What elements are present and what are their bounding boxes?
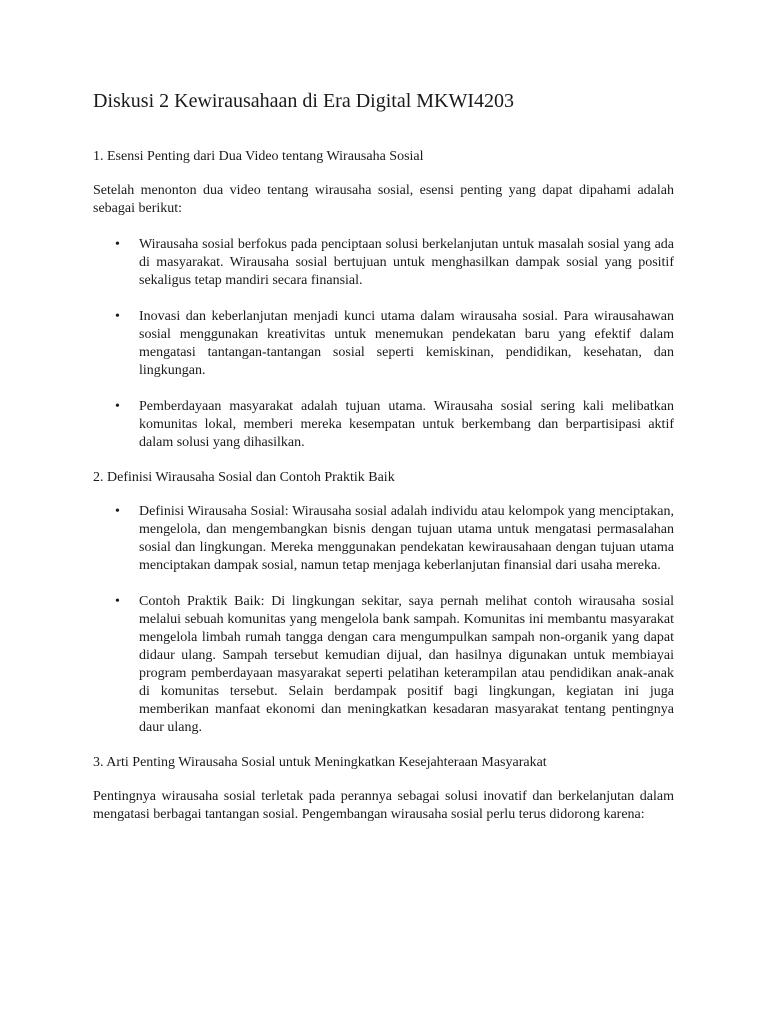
section-2-heading: 2. Definisi Wirausaha Sosial dan Contoh Praktik Baik	[93, 470, 395, 485]
bullet-text: Contoh Praktik Baik: Di lingkungan sekitar, saya pernah melihat contoh wirausaha sosial melalui sebuah komunitas yang mengelola bank sampah. Komunitas ini membantu masyarakat mengelola limbah rumah tangga dengan cara mengumpulkan sampah non-organik yang dapat didaur ulang. Sampah tersebut kemudian dijual, dan hasilnya digunakan untuk membiayai program pemberdayaan masyarakat seperti pelatihan keterampilan atau pendidikan anak-anak di komunitas tersebut. Selain berdampak positif bagi lingkungan, kegiatan ini juga memberikan manfaat ekonomi dan meningkatkan kesadaran masyarakat tentang pentingnya daur ulang.	[139, 594, 674, 735]
section-2-bullet-list	[93, 503, 674, 737]
section-3-heading: 3. Arti Penting Wirausaha Sosial untuk Meningkatkan Kesejahteraan Masyarakat	[93, 755, 547, 770]
section-1-intro: Setelah menonton dua video tentang wirausaha sosial, esensi penting yang dapat dipahami adalah sebagai berikut:	[93, 183, 674, 216]
section-1-heading: 1. Esensi Penting dari Dua Video tentang Wirausaha Sosial	[93, 149, 424, 164]
list-item	[93, 398, 674, 452]
section-3-intro: Pentingnya wirausaha sosial terletak pada perannya sebagai solusi inovatif dan berkelanjutan dalam mengatasi berbagai tantangan sosial. Pengembangan wirausaha sosial perlu terus didorong karena:	[93, 789, 674, 822]
bullet-text: Inovasi dan keberlanjutan menjadi kunci utama dalam wirausaha sosial. Para wirausahawan sosial menggunakan kreativitas untuk menemukan pendekatan baru yang efektif dalam mengatasi tantangan-tantangan sosial seperti kemiskinan, pendidikan, kesehatan, dan lingkungan.	[139, 309, 674, 378]
bullet-icon: •	[115, 594, 120, 609]
bullet-icon: •	[115, 309, 120, 324]
bullet-icon: •	[115, 399, 120, 414]
section-1-bullet-list	[93, 236, 674, 452]
bullet-text: Definisi Wirausaha Sosial: Wirausaha sosial adalah individu atau kelompok yang menciptakan, mengelola, dan mengembangkan bisnis dengan tujuan utama untuk mengatasi permasalahan sosial dan lingkungan. Mereka menggunakan pendekatan kewirausahaan dengan tujuan utama menciptakan dampak sosial, namun tetap menjaga keberlanjutan finansial dari usaha mereka.	[139, 504, 674, 573]
list-item	[93, 593, 674, 737]
list-item	[93, 236, 674, 290]
bullet-text: Wirausaha sosial berfokus pada penciptaan solusi berkelanjutan untuk masalah sosial yang ada di masyarakat. Wirausaha sosial bertujuan untuk menghasilkan dampak sosial yang positif sekaligus tetap mandiri secara finansial.	[139, 237, 674, 288]
document-page	[93, 88, 674, 842]
list-item	[93, 308, 674, 380]
list-item	[93, 503, 674, 575]
bullet-icon: •	[115, 237, 120, 252]
document-title: Diskusi 2 Kewirausahaan di Era Digital MKWI4203	[93, 90, 515, 112]
bullet-text: Pemberdayaan masyarakat adalah tujuan utama. Wirausaha sosial sering kali melibatkan komunitas lokal, memberi mereka kesempatan untuk berkembang dan berpartisipasi aktif dalam solusi yang dihasilkan.	[139, 399, 674, 450]
bullet-icon: •	[115, 504, 120, 519]
